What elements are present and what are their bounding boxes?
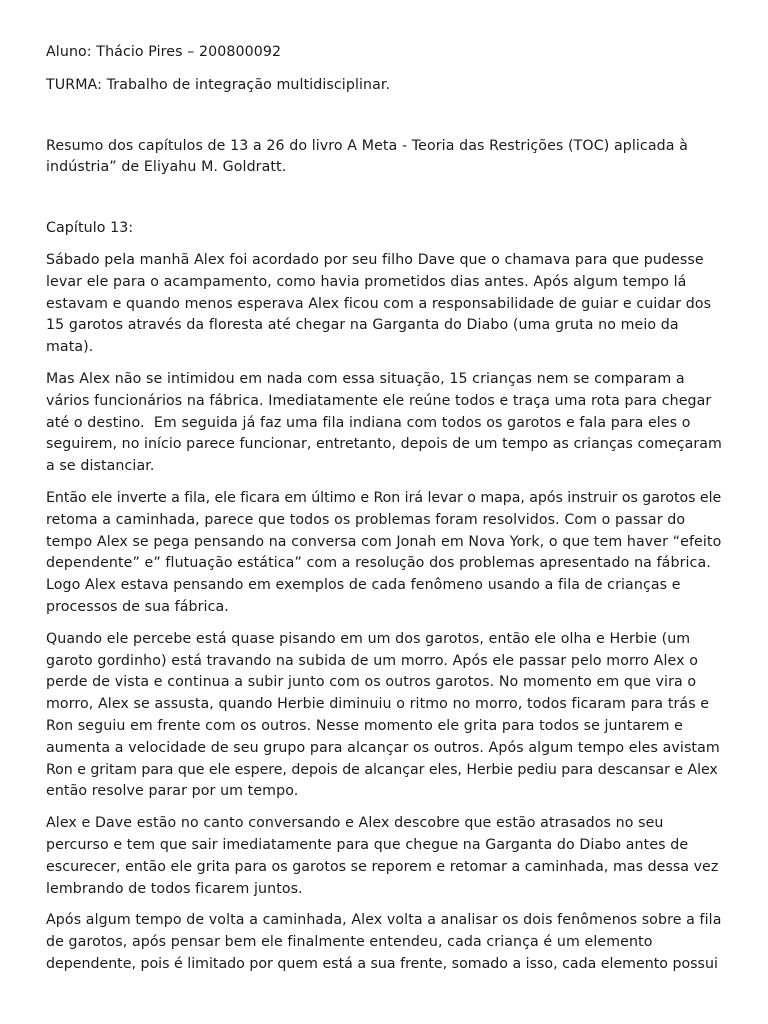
class-line: TURMA: Trabalho de integração multidisciplinar.	[46, 76, 391, 93]
paragraph-line: escurecer, então ele grita para os garotos se reporem e retomar a caminhada, mas dessa vez	[46, 858, 719, 875]
summary-block	[46, 136, 726, 180]
paragraph-line: 15 garotos através da floresta até chegar na Garganta do Diabo (uma gruta no meio da	[46, 317, 679, 334]
paragraph-line: vários funcionários na fábrica. Imediatamente ele reúne todos e traça uma rota para chegar	[46, 392, 712, 409]
paragraph-line: processos de sua fábrica.	[46, 598, 229, 615]
paragraph-line: morro, Alex se assusta, quando Herbie diminuiu o ritmo no morro, todos ficaram para trás e	[46, 696, 710, 713]
paragraph-line: garoto gordinho) está travando na subida de um morro. Após ele passar pelo morro Alex o	[46, 652, 698, 669]
paragraph-line: tempo Alex se pega pensando na conversa com Jonah em Nova York, o que tem haver “efeito	[46, 533, 722, 550]
paragraph-line: de garotos, após pensar bem ele finalmente entendeu, cada criança é um elemento	[46, 934, 653, 951]
paragraph-line: a se distanciar.	[46, 458, 155, 475]
paragraph-line: seguirem, no início parece funcionar, entretanto, depois de um tempo as crianças começaram	[46, 436, 722, 453]
paragraph-line: dependente” e” flutuação estática” com a resolução dos problemas apresentado na fábrica.	[46, 555, 711, 572]
student-line: Aluno: Thácio Pires – 200800092	[46, 44, 282, 60]
paragraph-line: Após algum tempo de volta a caminhada, Alex volta a analisar os dois fenômenos sobre a fila	[46, 912, 722, 929]
paragraph-line: até o destino. Em seguida já faz uma fila indiana com todos os garotos e fala para eles o	[46, 414, 691, 431]
paragraph-line: Alex e Dave estão no canto conversando e Alex descobre que estão atrasados no seu	[46, 815, 664, 832]
document-page	[46, 42, 726, 976]
paragraph	[46, 250, 726, 359]
paragraph	[46, 369, 726, 478]
paragraph	[46, 813, 726, 900]
paragraph-line: retoma a caminhada, parece que todos os problemas foram resolvidos. Com o passar do	[46, 511, 686, 528]
summary-line: indústria” de Eliyahu M. Goldratt.	[46, 159, 287, 176]
paragraph-line: Logo Alex estava pensando em exemplos de cada fenômeno usando a fila de crianças e	[46, 577, 681, 594]
paragraph-line: então resolve parar por um tempo.	[46, 783, 299, 800]
paragraph	[46, 629, 726, 803]
paragraph-line: Mas Alex não se intimidou em nada com essa situação, 15 crianças nem se comparam a	[46, 370, 685, 387]
paragraph-line: estavam e quando menos esperava Alex ficou com a responsabilidade de guiar e cuidar dos	[46, 295, 712, 312]
paragraph-line: perde de vista e continua a subir junto com os outros garotos. No momento em que vira o	[46, 674, 697, 691]
paragraph-line: aumenta a velocidade de seu grupo para alcançar os outros. Após algum tempo eles avistam	[46, 739, 720, 756]
paragraph-line: mata).	[46, 339, 94, 356]
paragraph-line: levar ele para o acampamento, como havia prometidos dias antes. Após algum tempo lá	[46, 273, 687, 290]
paragraph-line: Ron seguiu em frente com os outros. Nesse momento ele grita para todos se juntarem e	[46, 717, 683, 734]
summary-line: Resumo dos capítulos de 13 a 26 do livro A Meta - Teoria das Restrições (TOC) aplicada à	[46, 137, 688, 154]
paragraph-line: Ron e gritam para que ele espere, depois de alcançar eles, Herbie pediu para descansar e Alex	[46, 761, 718, 778]
paragraph-line: percurso e tem que sair imediatamente para que chegue na Garganta do Diabo antes de	[46, 836, 689, 853]
paragraph	[46, 910, 726, 975]
chapter-title: Capítulo 13:	[46, 220, 134, 237]
paragraph-line: Então ele inverte a fila, ele ficara em último e Ron irá levar o mapa, após instruir os garotos ele	[46, 489, 722, 506]
paragraph-line: dependente, pois é limitado por quem está a sua frente, somado a isso, cada elemento possui	[46, 955, 718, 972]
paragraph	[46, 488, 726, 619]
paragraph-line: lembrando de todos ficarem juntos.	[46, 880, 303, 897]
paragraph-line: Quando ele percebe está quase pisando em um dos garotos, então ele olha e Herbie (um	[46, 630, 691, 647]
paragraph-line: Sábado pela manhã Alex foi acordado por seu filho Dave que o chamava para que pudesse	[46, 251, 704, 268]
